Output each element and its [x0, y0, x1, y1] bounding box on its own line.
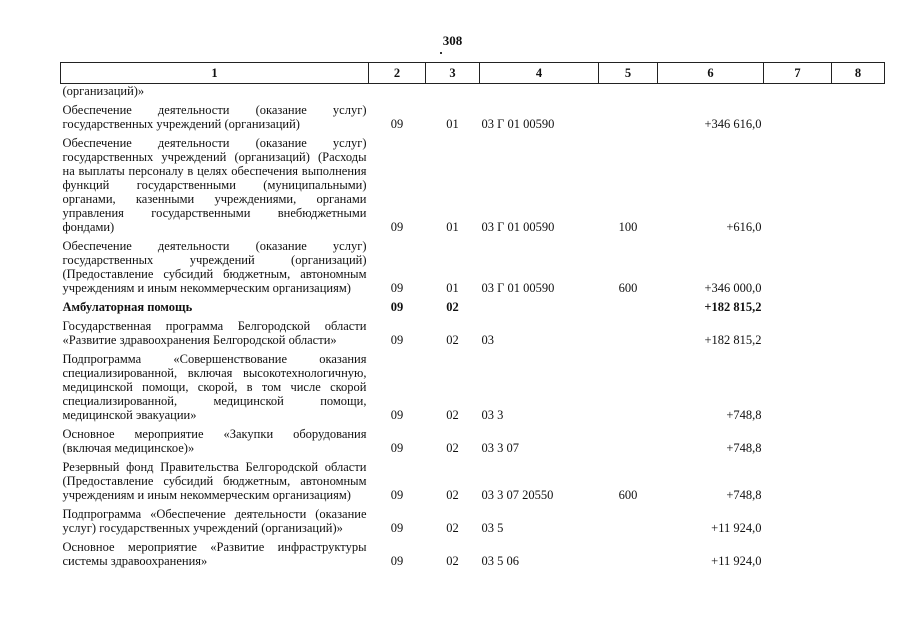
row-col7 — [764, 537, 832, 570]
row-col8 — [832, 100, 885, 133]
row-description: Обеспечение деятельности (оказание услуг) государственных учреждений (организаций) — [62, 103, 367, 131]
scan-dot — [440, 52, 442, 54]
row-section: 09 — [390, 521, 404, 535]
column-header-2: 2 — [369, 63, 426, 84]
row-target-code: 03 3 07 — [481, 441, 519, 455]
row-section: 09 — [390, 220, 404, 234]
row-description: Государственная программа Белгородской области «Развитие здравоохранения Белгородской области» — [62, 319, 367, 347]
row-col7 — [764, 424, 832, 457]
row-col7 — [764, 100, 832, 133]
row-col8 — [832, 297, 885, 316]
row-section: 09 — [390, 441, 404, 455]
table-row — [61, 316, 885, 349]
row-subsection: 02 — [446, 521, 459, 535]
row-section — [369, 84, 426, 101]
row-target-code — [480, 297, 599, 316]
row-col7 — [764, 133, 832, 236]
column-header-5: 5 — [599, 63, 658, 84]
row-col8 — [832, 504, 885, 537]
row-amount: +182 815,2 — [704, 300, 762, 314]
row-col7 — [764, 236, 832, 297]
row-subsection: 02 — [446, 554, 459, 568]
row-amount: +346 000,0 — [704, 281, 762, 295]
row-section: 09 — [390, 117, 404, 131]
table-row — [61, 457, 885, 504]
row-target-code: 03 3 — [481, 408, 504, 422]
table-row — [61, 100, 885, 133]
row-subsection — [426, 84, 480, 101]
row-section: 09 — [390, 554, 404, 568]
table-row — [61, 349, 885, 424]
row-col7 — [764, 349, 832, 424]
table-row — [61, 537, 885, 570]
column-header-1: 1 — [61, 63, 369, 84]
row-col8 — [832, 133, 885, 236]
row-description: Подпрограмма «Обеспечение деятельности (оказание услуг) государственных учреждений (организаций)» — [62, 507, 367, 535]
row-subsection: 01 — [446, 220, 459, 234]
row-expense-type — [599, 424, 658, 457]
row-amount — [658, 84, 764, 101]
row-col7 — [764, 457, 832, 504]
row-col8 — [832, 424, 885, 457]
row-expense-type — [599, 504, 658, 537]
column-header-4: 4 — [480, 63, 599, 84]
row-amount: +748,8 — [726, 408, 762, 422]
row-subsection: 01 — [446, 281, 459, 295]
row-section: 09 — [390, 281, 404, 295]
table-row — [61, 424, 885, 457]
row-target-code: 03 5 — [481, 521, 504, 535]
row-expense-type — [599, 100, 658, 133]
page-number: 308 — [442, 33, 463, 48]
row-description: Обеспечение деятельности (оказание услуг) государственных учреждений (организаций) (Предоставление субсидий бюджетным, автономным учреждениям и иным некоммерческим организациям) — [62, 239, 367, 295]
row-section: 09 — [390, 333, 404, 347]
row-description: Обеспечение деятельности (оказание услуг) государственных учреждений (организаций) (Расходы на выплаты персоналу в целях обеспечения выполнения функций государственными (муниципальными) органами, казенными учреждениями, органами управления государственными внебюджетными фондами) — [62, 136, 367, 234]
row-expense-type: 600 — [618, 488, 638, 502]
row-description: Амбулаторная помощь — [62, 300, 193, 314]
row-amount: +182 815,2 — [704, 333, 762, 347]
row-amount: +748,8 — [726, 441, 762, 455]
row-description: (организаций)» — [62, 84, 145, 98]
row-col7 — [764, 504, 832, 537]
row-description: Подпрограмма «Совершенствование оказания специализированной, включая высокотехнологичную, медицинской помощи, скорой, в том числе скорой специализированной, медицинской помощи, медицинской эвакуации» — [62, 352, 367, 422]
table-row — [61, 236, 885, 297]
row-target-code: 03 5 06 — [481, 554, 519, 568]
row-amount: +346 616,0 — [704, 117, 762, 131]
row-target-code — [480, 84, 599, 101]
row-target-code: 03 — [481, 333, 494, 347]
row-target-code: 03 Г 01 00590 — [481, 117, 555, 131]
row-amount: +748,8 — [726, 488, 762, 502]
row-target-code: 03 3 07 20550 — [481, 488, 554, 502]
column-header-3: 3 — [426, 63, 480, 84]
row-subsection: 02 — [446, 441, 459, 455]
row-section: 09 — [390, 300, 404, 314]
row-description: Основное мероприятие «Закупки оборудования (включая медицинское)» — [62, 427, 367, 455]
table-row — [61, 297, 885, 316]
row-expense-type — [599, 316, 658, 349]
column-header-8: 8 — [832, 63, 885, 84]
row-subsection: 02 — [446, 408, 459, 422]
row-expense-type: 100 — [618, 220, 638, 234]
row-amount: +11 924,0 — [711, 521, 762, 535]
row-section: 09 — [390, 488, 404, 502]
row-col8 — [832, 349, 885, 424]
table-row — [61, 84, 885, 101]
budget-table — [60, 62, 885, 570]
row-subsection: 02 — [446, 300, 459, 314]
row-description: Резервный фонд Правительства Белгородской области (Предоставление субсидий бюджетным, автономным учреждениям и иным некоммерческим организациям) — [62, 460, 367, 502]
row-col8 — [832, 316, 885, 349]
row-target-code: 03 Г 01 00590 — [481, 281, 555, 295]
header-row — [61, 63, 885, 84]
row-col7 — [764, 84, 832, 101]
row-col8 — [832, 84, 885, 101]
row-section: 09 — [390, 408, 404, 422]
table-row — [61, 504, 885, 537]
row-amount: +11 924,0 — [711, 554, 762, 568]
row-col7 — [764, 316, 832, 349]
row-expense-type — [599, 349, 658, 424]
row-expense-type — [599, 537, 658, 570]
row-expense-type: 600 — [618, 281, 638, 295]
row-subsection: 02 — [446, 333, 459, 347]
column-header-7: 7 — [764, 63, 832, 84]
row-description: Основное мероприятие «Развитие инфраструктуры системы здравоохранения» — [62, 540, 367, 568]
table-body — [61, 84, 885, 571]
row-amount: +616,0 — [726, 220, 762, 234]
row-subsection: 02 — [446, 488, 459, 502]
table-row — [61, 133, 885, 236]
row-expense-type — [599, 84, 658, 101]
row-col8 — [832, 457, 885, 504]
row-col8 — [832, 236, 885, 297]
column-header-6: 6 — [658, 63, 764, 84]
row-subsection: 01 — [446, 117, 459, 131]
row-expense-type — [599, 297, 658, 316]
row-target-code: 03 Г 01 00590 — [481, 220, 555, 234]
row-col7 — [764, 297, 832, 316]
row-col8 — [832, 537, 885, 570]
